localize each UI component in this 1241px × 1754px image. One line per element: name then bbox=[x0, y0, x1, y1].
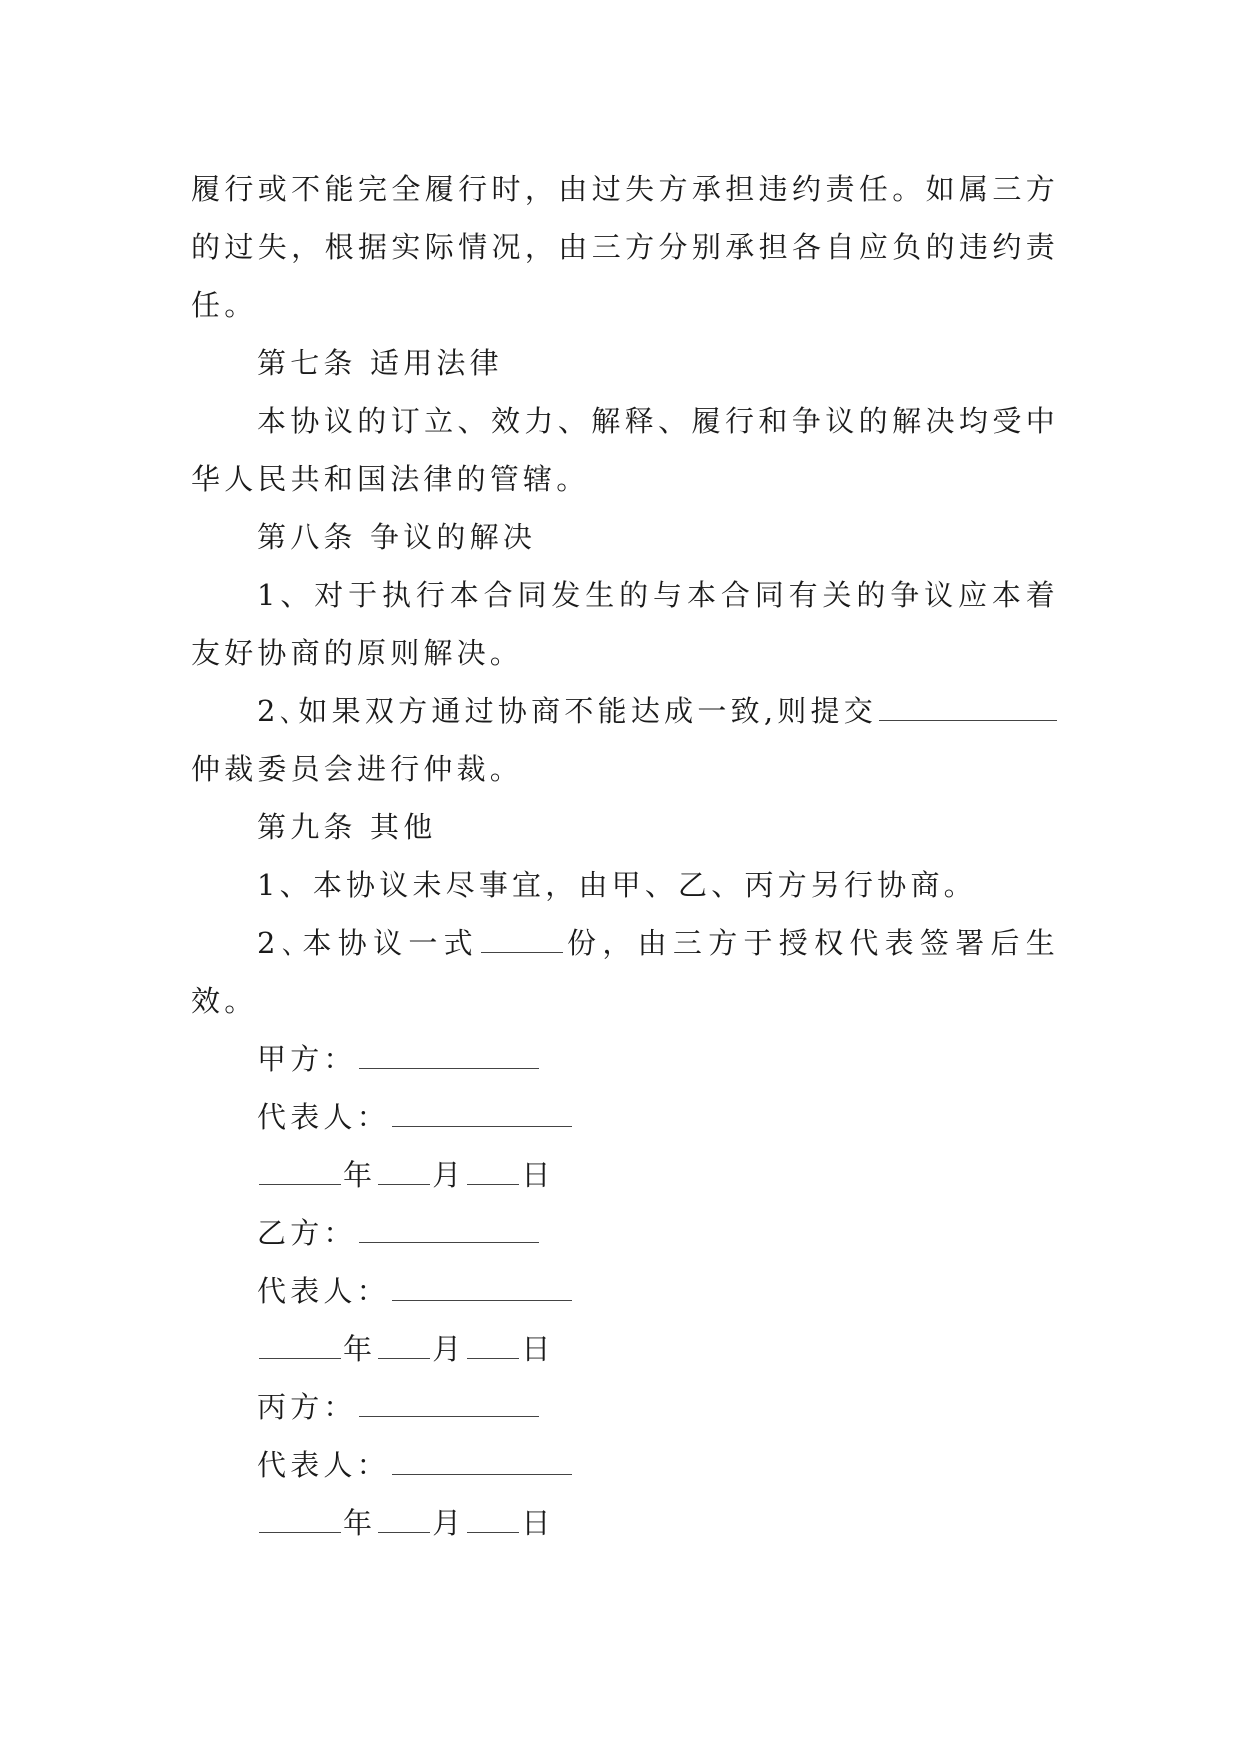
party-c-year-label: 年 bbox=[343, 1506, 377, 1540]
document-body bbox=[191, 160, 1059, 1552]
party-c-year-blank bbox=[259, 1498, 341, 1533]
party-c-rep-label: 代表人： bbox=[257, 1448, 390, 1482]
article-9-item-1: 1、本协议未尽事宜，由甲、乙、丙方另行协商。 bbox=[257, 868, 977, 902]
party-a-date-line bbox=[191, 1146, 1059, 1204]
party-a-blank bbox=[359, 1034, 539, 1069]
party-a-label: 甲方： bbox=[257, 1042, 357, 1076]
party-b-year-blank bbox=[259, 1324, 341, 1359]
party-c-rep-blank bbox=[392, 1440, 572, 1475]
article-8-item-1: 1、对于执行本合同发生的与本合同有关的争议应本着友好协商的原则解决。 bbox=[191, 578, 1059, 670]
article-8-item-2-tail: 仲裁委员会进行仲裁。 bbox=[191, 752, 524, 786]
arbitration-blank bbox=[879, 686, 1057, 721]
party-b-day-label: 日 bbox=[521, 1332, 555, 1366]
party-c-day-label: 日 bbox=[521, 1506, 555, 1540]
party-b-line bbox=[191, 1204, 1059, 1262]
party-b-month-blank bbox=[378, 1324, 430, 1359]
party-c-label: 丙方： bbox=[257, 1390, 357, 1424]
article-9-title: 第九条 其他 bbox=[257, 810, 437, 844]
article-8-title: 第八条 争议的解决 bbox=[257, 520, 537, 554]
party-b-date-line bbox=[191, 1320, 1059, 1378]
party-b-month-label: 月 bbox=[432, 1332, 466, 1366]
party-a-year-blank bbox=[259, 1150, 341, 1185]
party-a-month-label: 月 bbox=[432, 1158, 466, 1192]
party-b-rep-label: 代表人： bbox=[257, 1274, 390, 1308]
party-a-year-label: 年 bbox=[343, 1158, 377, 1192]
party-a-rep-label: 代表人： bbox=[257, 1100, 390, 1134]
party-a-day-label: 日 bbox=[521, 1158, 555, 1192]
party-a-rep-blank bbox=[392, 1092, 572, 1127]
party-c-month-blank bbox=[378, 1498, 430, 1533]
party-b-rep-line bbox=[191, 1262, 1059, 1320]
party-a-line bbox=[191, 1030, 1059, 1088]
party-c-rep-line bbox=[191, 1436, 1059, 1494]
party-c-date-line bbox=[191, 1494, 1059, 1552]
article-8-item-2-text: 2､如果双方通过协商不能达成一致,则提交 bbox=[257, 694, 877, 728]
party-b-year-label: 年 bbox=[343, 1332, 377, 1366]
party-a-month-blank bbox=[378, 1150, 430, 1185]
party-c-day-blank bbox=[467, 1498, 519, 1533]
party-a-rep-line bbox=[191, 1088, 1059, 1146]
party-b-rep-blank bbox=[392, 1266, 572, 1301]
party-a-day-blank bbox=[467, 1150, 519, 1185]
article-8-item-2 bbox=[191, 682, 1059, 798]
article-7-body: 本协议的订立、效力、解释、履行和争议的解决均受中华人民共和国法律的管辖。 bbox=[191, 404, 1059, 496]
party-b-label: 乙方： bbox=[257, 1216, 357, 1250]
article-9-item-2 bbox=[191, 914, 1059, 1030]
party-c-blank bbox=[359, 1382, 539, 1417]
party-c-line bbox=[191, 1378, 1059, 1436]
party-b-blank bbox=[359, 1208, 539, 1243]
party-b-day-blank bbox=[467, 1324, 519, 1359]
article-9-item-2-text: 2､本协议一式 bbox=[257, 926, 479, 960]
article-9-item-2-tail: 份，由三方于授权代表签署后生效。 bbox=[191, 926, 1059, 1018]
party-c-month-label: 月 bbox=[432, 1506, 466, 1540]
copies-blank bbox=[481, 918, 563, 953]
article-7-title: 第七条 适用法律 bbox=[257, 346, 503, 380]
paragraph-breach: 履行或不能完全履行时，由过失方承担违约责任。如属三方的过失，根据实际情况，由三方分别承担各自应负的违约责任。 bbox=[191, 172, 1059, 322]
